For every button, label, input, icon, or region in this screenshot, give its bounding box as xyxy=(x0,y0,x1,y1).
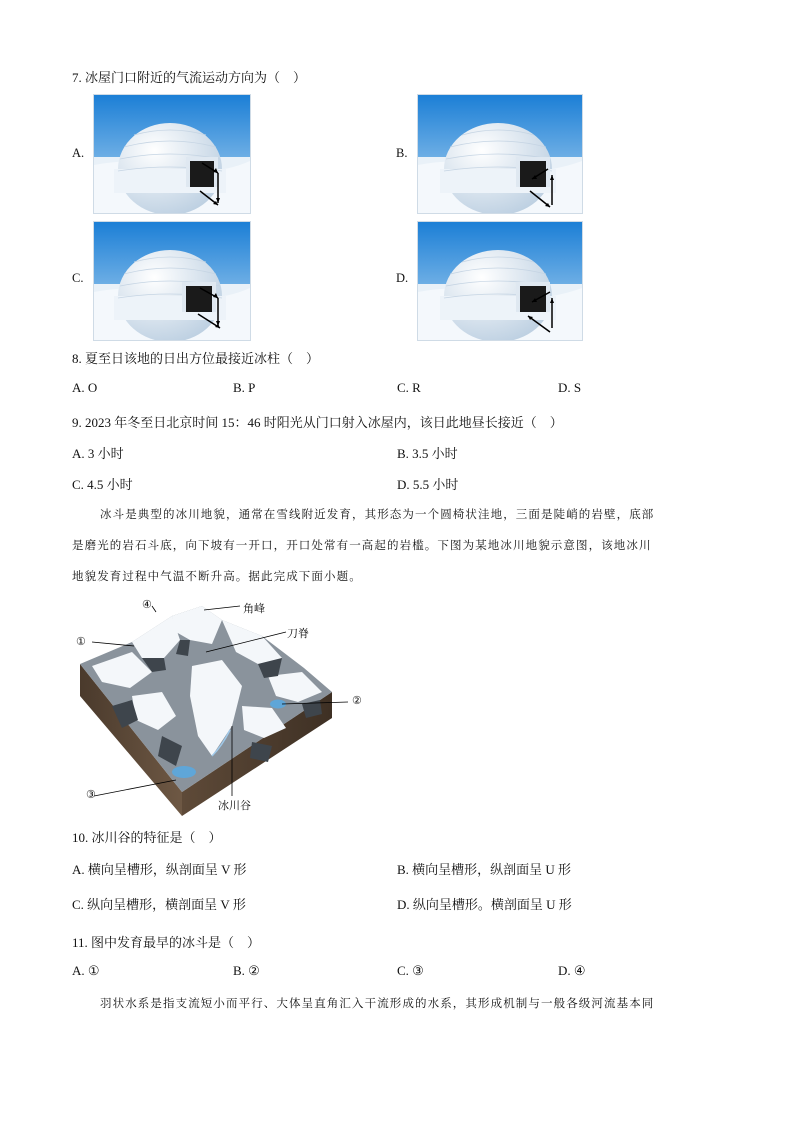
q10-option-a: A. 横向呈槽形，纵剖面呈 V 形 xyxy=(72,862,247,877)
q9-stem: 9. 2023 年冬至日北京时间 15：46 时阳光从门口射入冰屋内，该日此地昼长接近（ ） xyxy=(72,415,563,430)
q9-option-c: C. 4.5 小时 xyxy=(72,477,133,492)
igloo-photo-d xyxy=(417,221,583,341)
q8-option-d: D. S xyxy=(558,380,582,395)
diagram-label-3: ③ xyxy=(86,789,96,801)
q8-stem: 8. 夏至日该地的日出方位最接近冰柱（ ） xyxy=(72,351,320,366)
q11-option-c: C. ③ xyxy=(397,963,424,978)
passage1-line3: 地貌发育过程中气温不断升高。据此完成下面小题。 xyxy=(72,571,362,583)
q9-option-a: A. 3 小时 xyxy=(72,446,124,461)
diagram-label-valley: 冰川谷 xyxy=(218,800,251,812)
q8-option-c: C. R xyxy=(397,380,421,395)
passage1-line2: 是磨光的岩石斗底，向下坡有一开口，开口处常有一高起的岩槛。下图为某地冰川地貌示意图，该地冰川 xyxy=(72,540,652,552)
passage2-line1: 羽状水系是指支流短小而平行、大体呈直角汇入干流形成的水系，其形成机制与一般各级河流基本同 xyxy=(100,998,655,1010)
diagram-label-arete: 刀脊 xyxy=(287,628,309,640)
igloo-photo-a xyxy=(93,94,251,214)
q11-option-d: D. ④ xyxy=(558,963,586,978)
diagram-label-1: ① xyxy=(76,636,86,648)
diagram-label-2: ② xyxy=(352,695,362,707)
q7-stem: 7. 冰屋门口附近的气流运动方向为（ ） xyxy=(72,70,307,85)
q7-option-c-label: C. xyxy=(72,271,84,285)
q11-stem: 11. 图中发育最早的冰斗是（ ） xyxy=(72,935,261,950)
q9-option-b: B. 3.5 小时 xyxy=(397,446,458,461)
diagram-label-4: ④ xyxy=(142,599,152,611)
igloo-photo-b xyxy=(417,94,583,214)
igloo-photo-arrows-a-icon xyxy=(94,95,250,213)
igloo-photo-arrows-c-icon xyxy=(94,222,250,340)
q10-stem: 10. 冰川谷的特征是（ ） xyxy=(72,830,222,845)
q11-option-a: A. ① xyxy=(72,963,100,978)
q7-option-d-label: D. xyxy=(396,271,409,285)
q11-option-b: B. ② xyxy=(233,963,260,978)
igloo-photo-arrows-d-icon xyxy=(418,222,582,340)
q7-option-a-label: A. xyxy=(72,146,85,160)
glacier-diagram xyxy=(72,596,372,816)
q9-option-d: D. 5.5 小时 xyxy=(397,477,459,492)
q10-option-d: D. 纵向呈槽形。横剖面呈 U 形 xyxy=(397,897,572,912)
igloo-photo-arrows-b-icon xyxy=(418,95,582,213)
q7-option-b-label: B. xyxy=(396,146,408,160)
q10-option-c: C. 纵向呈槽形，横剖面呈 V 形 xyxy=(72,897,246,912)
q8-option-a: A. O xyxy=(72,380,98,395)
q10-option-b: B. 横向呈槽形，纵剖面呈 U 形 xyxy=(397,862,572,877)
diagram-label-horn: 角峰 xyxy=(243,603,265,615)
glacier-block-diagram-icon xyxy=(72,596,372,816)
passage1-line1: 冰斗是典型的冰川地貌，通常在雪线附近发育，其形态为一个圆椅状洼地，三面是陡峭的岩壁，底部 xyxy=(100,509,655,521)
igloo-photo-c xyxy=(93,221,251,341)
q8-option-b: B. P xyxy=(233,380,256,395)
